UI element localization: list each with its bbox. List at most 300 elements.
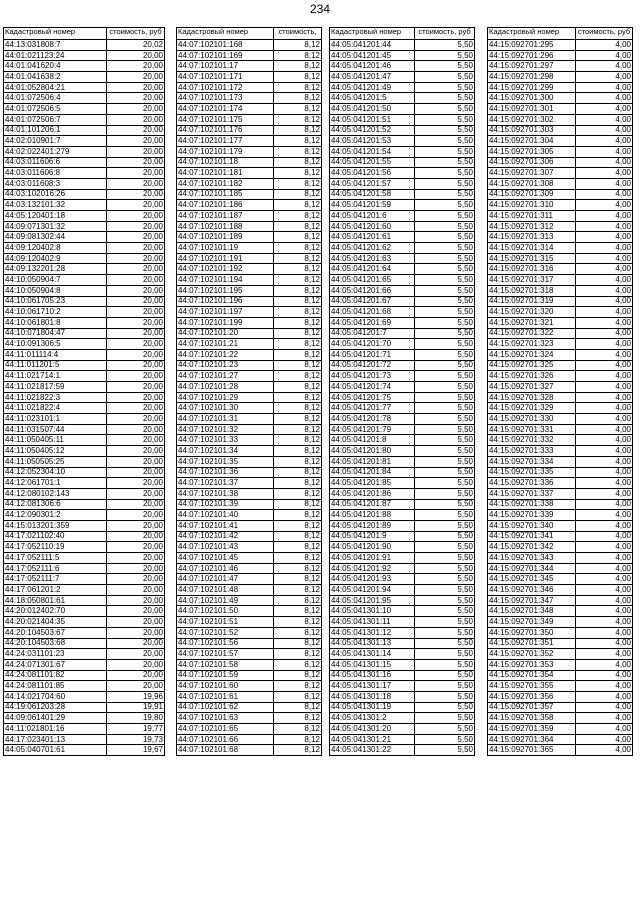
cadastral-number-cell: 44:15:092701:355 xyxy=(488,681,576,692)
cost-cell: 4,00 xyxy=(576,510,633,521)
cadastral-number-cell: 44:05:041201:87 xyxy=(330,499,415,510)
cadastral-number-cell: 44:05:041201:93 xyxy=(330,574,415,585)
header-cost: стоимость, руб xyxy=(576,28,633,40)
cadastral-number-cell: 44:07:102101:62 xyxy=(177,702,274,713)
cadastral-number-cell: 44:05:041301:17 xyxy=(330,681,415,692)
cadastral-number-cell: 44:07:102101:196 xyxy=(177,296,274,307)
cadastral-number-cell: 44:05:041201:49 xyxy=(330,82,415,93)
cadastral-number-cell: 44:05:041201:90 xyxy=(330,542,415,553)
table-row xyxy=(488,285,633,296)
cadastral-number-cell: 44:15:092701:307 xyxy=(488,168,576,179)
table-row xyxy=(177,627,322,638)
cadastral-number-cell: 44:02:010901:7 xyxy=(4,136,107,147)
table-row xyxy=(177,82,322,93)
cost-cell: 5,50 xyxy=(415,40,475,51)
cost-cell: 20,00 xyxy=(107,627,165,638)
cost-cell: 5,50 xyxy=(415,82,475,93)
cost-cell: 5,50 xyxy=(415,253,475,264)
cadastral-number-cell: 44:05:041201:52 xyxy=(330,125,415,136)
cost-cell: 5,50 xyxy=(415,499,475,510)
cadastral-number-cell: 44:01:041620:4 xyxy=(4,61,107,72)
cadastral-table-4 xyxy=(487,27,633,756)
table-row xyxy=(488,574,633,585)
cost-cell: 8,12 xyxy=(274,606,322,617)
table-row xyxy=(330,136,475,147)
cadastral-number-cell: 44:07:102101:43 xyxy=(177,542,274,553)
cost-cell: 8,12 xyxy=(274,574,322,585)
table-row xyxy=(488,435,633,446)
cost-cell: 8,12 xyxy=(274,595,322,606)
cadastral-number-cell: 44:15:092701:364 xyxy=(488,734,576,745)
cost-cell: 4,00 xyxy=(576,40,633,51)
cadastral-number-cell: 44:05:041301:12 xyxy=(330,627,415,638)
table-row xyxy=(4,638,165,649)
cost-cell: 5,50 xyxy=(415,488,475,499)
table-row xyxy=(177,349,322,360)
cost-cell: 8,12 xyxy=(274,157,322,168)
cadastral-number-cell: 44:15:092701:327 xyxy=(488,382,576,393)
cadastral-number-cell: 44:07:102101:177 xyxy=(177,136,274,147)
cadastral-number-cell: 44:07:102101:189 xyxy=(177,232,274,243)
cost-cell: 8,12 xyxy=(274,221,322,232)
cadastral-number-cell: 44:05:041301:14 xyxy=(330,649,415,660)
table-row xyxy=(330,414,475,425)
cost-cell: 8,12 xyxy=(274,275,322,286)
cost-cell: 8,12 xyxy=(274,146,322,157)
cadastral-number-cell: 44:09:120402:8 xyxy=(4,243,107,254)
cost-cell: 20,00 xyxy=(107,221,165,232)
cost-cell: 5,50 xyxy=(415,104,475,115)
cadastral-number-cell: 44:07:102101:181 xyxy=(177,168,274,179)
cadastral-number-cell: 44:05:041201:72 xyxy=(330,360,415,371)
cost-cell: 5,50 xyxy=(415,467,475,478)
cost-cell: 8,12 xyxy=(274,211,322,222)
cadastral-number-cell: 44:15:092701:324 xyxy=(488,349,576,360)
table-row xyxy=(177,371,322,382)
cadastral-number-cell: 44:05:041301:18 xyxy=(330,691,415,702)
table-row xyxy=(177,157,322,168)
table-row xyxy=(4,446,165,457)
cadastral-table-3 xyxy=(329,27,475,756)
cadastral-number-cell: 44:15:092701:358 xyxy=(488,713,576,724)
cadastral-number-cell: 44:07:102101:56 xyxy=(177,638,274,649)
cadastral-number-cell: 44:17:052110:19 xyxy=(4,542,107,553)
cost-cell: 8,12 xyxy=(274,114,322,125)
table-row xyxy=(177,424,322,435)
cost-cell: 4,00 xyxy=(576,189,633,200)
cost-cell: 5,50 xyxy=(415,414,475,425)
cost-cell: 4,00 xyxy=(576,702,633,713)
cadastral-number-cell: 44:05:041301:20 xyxy=(330,724,415,735)
table-row xyxy=(4,691,165,702)
cadastral-number-cell: 44:05:041201:85 xyxy=(330,478,415,489)
table-row xyxy=(488,360,633,371)
cadastral-number-cell: 44:03:011608:3 xyxy=(4,178,107,189)
cadastral-number-cell: 44:15:092701:313 xyxy=(488,232,576,243)
table-row xyxy=(488,307,633,318)
cadastral-number-cell: 44:24:081101:85 xyxy=(4,681,107,692)
table-row xyxy=(4,317,165,328)
cadastral-number-cell: 44:05:041301:15 xyxy=(330,659,415,670)
cadastral-number-cell: 44:07:102101:37 xyxy=(177,478,274,489)
cost-cell: 8,12 xyxy=(274,734,322,745)
cost-cell: 8,12 xyxy=(274,382,322,393)
table-row xyxy=(177,189,322,200)
cost-cell: 8,12 xyxy=(274,713,322,724)
cost-cell: 8,12 xyxy=(274,478,322,489)
cost-cell: 20,00 xyxy=(107,638,165,649)
table-row xyxy=(4,296,165,307)
cost-cell: 20,00 xyxy=(107,649,165,660)
table-row xyxy=(4,114,165,125)
table-row xyxy=(4,531,165,542)
cost-cell: 5,50 xyxy=(415,189,475,200)
table-row xyxy=(488,157,633,168)
cadastral-number-cell: 44:05:041201:5 xyxy=(330,93,415,104)
table-row xyxy=(330,285,475,296)
table-header-row xyxy=(177,28,322,40)
cost-cell: 20,00 xyxy=(107,371,165,382)
cost-cell: 20,00 xyxy=(107,189,165,200)
table-row xyxy=(177,93,322,104)
cost-cell: 5,50 xyxy=(415,446,475,457)
cost-cell: 8,12 xyxy=(274,392,322,403)
cost-cell: 5,50 xyxy=(415,264,475,275)
cadastral-number-cell: 44:15:092701:328 xyxy=(488,392,576,403)
table-row xyxy=(4,275,165,286)
table-row xyxy=(177,72,322,83)
cadastral-number-cell: 44:10:071804:47 xyxy=(4,328,107,339)
table-row xyxy=(177,339,322,350)
table-row xyxy=(177,178,322,189)
table-row xyxy=(177,382,322,393)
table-row xyxy=(488,275,633,286)
cadastral-number-cell: 44:15:092701:357 xyxy=(488,702,576,713)
table-row xyxy=(330,724,475,735)
cadastral-table-2 xyxy=(176,27,322,756)
cadastral-number-cell: 44:15:092701:356 xyxy=(488,691,576,702)
cadastral-number-cell: 44:15:092701:305 xyxy=(488,146,576,157)
cadastral-number-cell: 44:07:102101:186 xyxy=(177,200,274,211)
cadastral-number-cell: 44:05:041201:65 xyxy=(330,275,415,286)
cost-cell: 4,00 xyxy=(576,157,633,168)
cadastral-number-cell: 44:07:102101:29 xyxy=(177,392,274,403)
cadastral-number-cell: 44:03:102016:26 xyxy=(4,189,107,200)
cadastral-number-cell: 44:09:081302:44 xyxy=(4,232,107,243)
cadastral-number-cell: 44:07:102101:174 xyxy=(177,104,274,115)
cadastral-number-cell: 44:07:102101:40 xyxy=(177,510,274,521)
cadastral-number-cell: 44:15:092701:303 xyxy=(488,125,576,136)
table-header-row xyxy=(330,28,475,40)
cadastral-number-cell: 44:15:092701:297 xyxy=(488,61,576,72)
table-row xyxy=(488,371,633,382)
cadastral-number-cell: 44:07:102101:41 xyxy=(177,520,274,531)
cost-cell: 5,50 xyxy=(415,275,475,286)
table-row xyxy=(177,520,322,531)
cost-cell: 8,12 xyxy=(274,659,322,670)
table-row xyxy=(177,296,322,307)
table-row xyxy=(488,189,633,200)
table-row xyxy=(177,702,322,713)
table-row xyxy=(4,734,165,745)
cost-cell: 20,00 xyxy=(107,168,165,179)
cost-cell: 4,00 xyxy=(576,168,633,179)
table-row xyxy=(177,595,322,606)
cadastral-number-cell: 44:15:092701:295 xyxy=(488,40,576,51)
table-row xyxy=(330,713,475,724)
cost-cell: 20,00 xyxy=(107,553,165,564)
cost-cell: 4,00 xyxy=(576,542,633,553)
cost-cell: 5,50 xyxy=(415,168,475,179)
table-row xyxy=(330,595,475,606)
cost-cell: 8,12 xyxy=(274,50,322,61)
cadastral-number-cell: 44:05:041201:70 xyxy=(330,339,415,350)
cost-cell: 20,00 xyxy=(107,349,165,360)
cost-cell: 8,12 xyxy=(274,488,322,499)
cadastral-number-cell: 44:12:061701:1 xyxy=(4,478,107,489)
cadastral-number-cell: 44:15:092701:347 xyxy=(488,595,576,606)
table-row xyxy=(488,221,633,232)
cadastral-number-cell: 44:15:092701:326 xyxy=(488,371,576,382)
cadastral-number-cell: 44:15:092701:341 xyxy=(488,531,576,542)
table-row xyxy=(488,200,633,211)
cost-cell: 20,00 xyxy=(107,125,165,136)
cadastral-number-cell: 44:14:021704:60 xyxy=(4,691,107,702)
header-cost: стоимость, xyxy=(274,28,322,40)
cost-cell: 8,12 xyxy=(274,360,322,371)
cost-cell: 4,00 xyxy=(576,285,633,296)
cost-cell: 5,50 xyxy=(415,307,475,318)
cost-cell: 8,12 xyxy=(274,638,322,649)
cost-cell: 4,00 xyxy=(576,638,633,649)
cadastral-number-cell: 44:15:092701:353 xyxy=(488,659,576,670)
cost-cell: 20,00 xyxy=(107,424,165,435)
table-row xyxy=(177,724,322,735)
cadastral-number-cell: 44:15:092701:296 xyxy=(488,50,576,61)
table-row xyxy=(488,734,633,745)
cost-cell: 4,00 xyxy=(576,520,633,531)
table-row xyxy=(4,382,165,393)
table-row xyxy=(330,264,475,275)
cadastral-number-cell: 44:05:041201:47 xyxy=(330,72,415,83)
table-row xyxy=(177,285,322,296)
cost-cell: 4,00 xyxy=(576,211,633,222)
cost-cell: 5,50 xyxy=(415,681,475,692)
table-row xyxy=(488,649,633,660)
cadastral-number-cell: 44:15:092701:304 xyxy=(488,136,576,147)
cadastral-number-cell: 44:17:061201:2 xyxy=(4,585,107,596)
cost-cell: 5,50 xyxy=(415,371,475,382)
cost-cell: 20,00 xyxy=(107,414,165,425)
cadastral-number-cell: 44:07:102101:173 xyxy=(177,93,274,104)
table-row xyxy=(177,61,322,72)
cadastral-number-cell: 44:15:092701:325 xyxy=(488,360,576,371)
cost-cell: 20,00 xyxy=(107,360,165,371)
table-row xyxy=(177,499,322,510)
cadastral-number-cell: 44:01:041638:2 xyxy=(4,72,107,83)
table-row xyxy=(330,221,475,232)
header-cost: стоимость, руб xyxy=(415,28,475,40)
table-row xyxy=(330,296,475,307)
cadastral-number-cell: 44:05:041201:75 xyxy=(330,392,415,403)
cost-cell: 4,00 xyxy=(576,178,633,189)
cost-cell: 8,12 xyxy=(274,553,322,564)
cost-cell: 8,12 xyxy=(274,520,322,531)
cost-cell: 4,00 xyxy=(576,382,633,393)
cadastral-number-cell: 44:07:102101:39 xyxy=(177,499,274,510)
cost-cell: 8,12 xyxy=(274,371,322,382)
table-row xyxy=(177,435,322,446)
cost-cell: 4,00 xyxy=(576,243,633,254)
cost-cell: 8,12 xyxy=(274,510,322,521)
cadastral-number-cell: 44:15:092701:354 xyxy=(488,670,576,681)
table-row xyxy=(488,456,633,467)
table-row xyxy=(488,296,633,307)
table-row xyxy=(177,691,322,702)
cost-cell: 8,12 xyxy=(274,724,322,735)
table-row xyxy=(177,681,322,692)
cost-cell: 4,00 xyxy=(576,563,633,574)
cost-cell: 8,12 xyxy=(274,189,322,200)
table-row xyxy=(177,264,322,275)
table-row xyxy=(488,681,633,692)
cadastral-number-cell: 44:15:092701:330 xyxy=(488,414,576,425)
table-row xyxy=(488,670,633,681)
cost-cell: 20,00 xyxy=(107,211,165,222)
cadastral-number-cell: 44:15:013201:359 xyxy=(4,520,107,531)
cost-cell: 4,00 xyxy=(576,446,633,457)
cost-cell: 5,50 xyxy=(415,403,475,414)
table-row xyxy=(330,168,475,179)
table-row xyxy=(330,456,475,467)
cadastral-number-cell: 44:15:092701:337 xyxy=(488,488,576,499)
cadastral-number-cell: 44:07:102101:172 xyxy=(177,82,274,93)
cadastral-number-cell: 44:05:041201:58 xyxy=(330,189,415,200)
table-row xyxy=(4,553,165,564)
cadastral-number-cell: 44:15:092701:332 xyxy=(488,435,576,446)
table-row xyxy=(330,670,475,681)
cost-cell: 5,50 xyxy=(415,563,475,574)
table-row xyxy=(177,211,322,222)
cadastral-number-cell: 44:07:102101:50 xyxy=(177,606,274,617)
table-row xyxy=(330,691,475,702)
table-row xyxy=(330,157,475,168)
cost-cell: 20,00 xyxy=(107,446,165,457)
cadastral-number-cell: 44:11:021801:16 xyxy=(4,724,107,735)
cost-cell: 20,00 xyxy=(107,157,165,168)
cost-cell: 5,50 xyxy=(415,243,475,254)
table-row xyxy=(330,371,475,382)
cadastral-number-cell: 44:05:041201:44 xyxy=(330,40,415,51)
table-row xyxy=(330,307,475,318)
cost-cell: 4,00 xyxy=(576,617,633,628)
cadastral-number-cell: 44:19:061203:28 xyxy=(4,702,107,713)
cadastral-number-cell: 44:12:081306:6 xyxy=(4,499,107,510)
table-row xyxy=(177,456,322,467)
cost-cell: 20,00 xyxy=(107,542,165,553)
table-row xyxy=(330,520,475,531)
cadastral-number-cell: 44:05:041301:10 xyxy=(330,606,415,617)
cadastral-number-cell: 44:15:092701:331 xyxy=(488,424,576,435)
cost-cell: 8,12 xyxy=(274,72,322,83)
table-row xyxy=(177,40,322,51)
cadastral-number-cell: 44:07:102101:45 xyxy=(177,553,274,564)
table-row xyxy=(488,659,633,670)
cost-cell: 4,00 xyxy=(576,114,633,125)
table-row xyxy=(177,243,322,254)
table-row xyxy=(330,253,475,264)
cost-cell: 8,12 xyxy=(274,104,322,115)
cadastral-number-cell: 44:07:102101:199 xyxy=(177,317,274,328)
cost-cell: 4,00 xyxy=(576,125,633,136)
cost-cell: 5,50 xyxy=(415,713,475,724)
table-row xyxy=(330,488,475,499)
table-row xyxy=(177,531,322,542)
table-row xyxy=(330,435,475,446)
cadastral-number-cell: 44:15:092701:302 xyxy=(488,114,576,125)
cadastral-number-cell: 44:15:092701:322 xyxy=(488,328,576,339)
header-cadastral-number: Кадастровый номер xyxy=(488,28,576,40)
cost-cell: 20,00 xyxy=(107,488,165,499)
table-row xyxy=(330,349,475,360)
table-row xyxy=(4,157,165,168)
cadastral-number-cell: 44:11:021714:1 xyxy=(4,371,107,382)
table-row xyxy=(330,328,475,339)
cadastral-number-cell: 44:15:092701:323 xyxy=(488,339,576,350)
table-row xyxy=(330,499,475,510)
cadastral-number-cell: 44:15:092701:309 xyxy=(488,189,576,200)
cost-cell: 8,12 xyxy=(274,200,322,211)
table-row xyxy=(177,585,322,596)
cadastral-number-cell: 44:11:021817:59 xyxy=(4,382,107,393)
table-row xyxy=(177,510,322,521)
cadastral-number-cell: 44:15:092701:345 xyxy=(488,574,576,585)
table-row xyxy=(4,371,165,382)
cost-cell: 5,50 xyxy=(415,670,475,681)
cadastral-number-cell: 44:07:102101:17 xyxy=(177,61,274,72)
cost-cell: 5,50 xyxy=(415,349,475,360)
cost-cell: 8,12 xyxy=(274,424,322,435)
cost-cell: 8,12 xyxy=(274,93,322,104)
cost-cell: 8,12 xyxy=(274,40,322,51)
cost-cell: 4,00 xyxy=(576,200,633,211)
table-row xyxy=(330,649,475,660)
table-row xyxy=(488,724,633,735)
cadastral-number-cell: 44:01:072506:5 xyxy=(4,104,107,115)
cadastral-number-cell: 44:05:041201:6 xyxy=(330,211,415,222)
cadastral-number-cell: 44:07:102101:187 xyxy=(177,211,274,222)
table-row xyxy=(488,638,633,649)
cost-cell: 8,12 xyxy=(274,691,322,702)
table-row xyxy=(330,659,475,670)
cost-cell: 20,00 xyxy=(107,243,165,254)
table-row xyxy=(330,574,475,585)
table-row xyxy=(177,125,322,136)
cost-cell: 20,00 xyxy=(107,510,165,521)
table-row xyxy=(330,467,475,478)
table-row xyxy=(330,104,475,115)
table-row xyxy=(4,467,165,478)
cost-cell: 8,12 xyxy=(274,499,322,510)
table-row xyxy=(488,542,633,553)
cost-cell: 4,00 xyxy=(576,691,633,702)
table-row xyxy=(177,617,322,628)
cadastral-number-cell: 44:05:041201:55 xyxy=(330,157,415,168)
cost-cell: 4,00 xyxy=(576,424,633,435)
table-row xyxy=(488,328,633,339)
cost-cell: 20,00 xyxy=(107,339,165,350)
cadastral-number-cell: 44:05:041201:68 xyxy=(330,307,415,318)
